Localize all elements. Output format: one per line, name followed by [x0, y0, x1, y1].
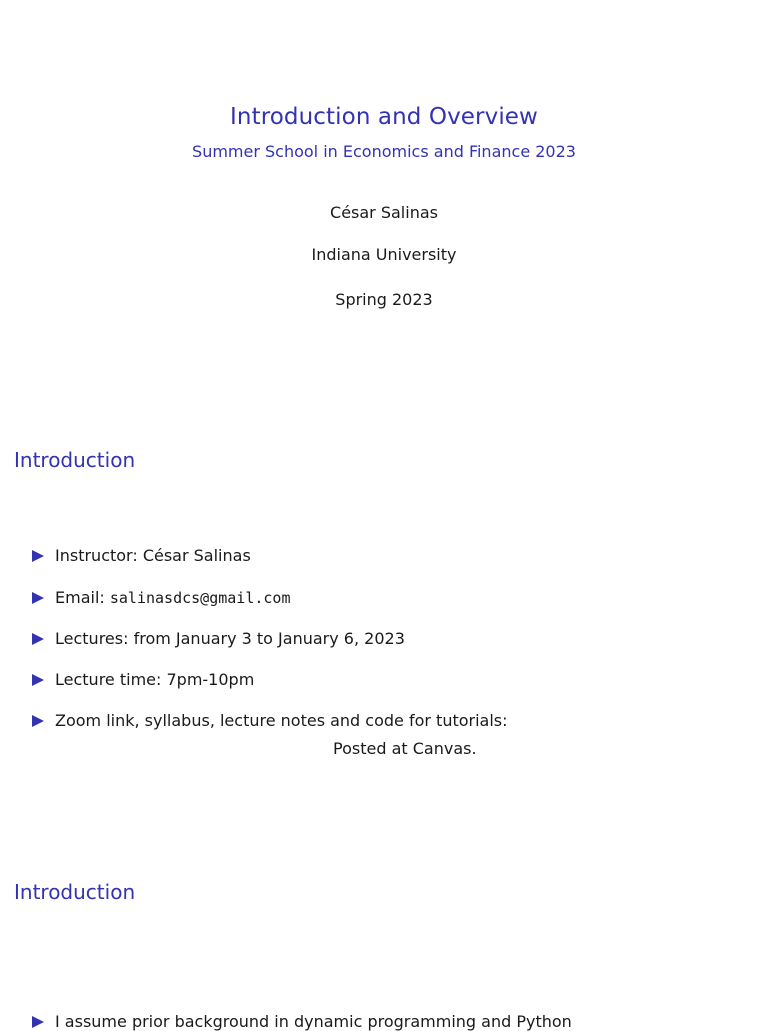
- list-item-text: Email: salinasdcs@gmail.com: [55, 588, 291, 607]
- frame-title-introduction-2: Introduction: [14, 880, 136, 904]
- list-item-text: Lectures: from January 3 to January 6, 2023: [55, 629, 405, 648]
- author: César Salinas: [330, 203, 438, 222]
- institute: Indiana University: [311, 245, 457, 264]
- list-item-text: Lecture time: 7pm-10pm: [55, 670, 255, 689]
- triangle-bullet-icon: [32, 715, 44, 727]
- presentation-title: Introduction and Overview: [230, 104, 538, 130]
- triangle-bullet-icon: [32, 592, 44, 604]
- posted-at-canvas-text: Posted at Canvas.: [333, 739, 477, 758]
- triangle-bullet-icon: [32, 674, 44, 686]
- triangle-bullet-icon: [32, 550, 44, 562]
- list-item-text: Zoom link, syllabus, lecture notes and code for tutorials:: [55, 711, 508, 730]
- date: Spring 2023: [335, 290, 433, 309]
- presentation-subtitle: Summer School in Economics and Finance 2023: [192, 142, 576, 161]
- email-address: salinasdcs@gmail.com: [109, 589, 291, 607]
- triangle-bullet-icon: [32, 633, 44, 645]
- list-item-text: Instructor: César Salinas: [55, 546, 251, 565]
- frame-title-introduction: Introduction: [14, 448, 136, 472]
- list-item-text: I assume prior background in dynamic programming and Python: [55, 1012, 572, 1031]
- triangle-bullet-icon: [32, 1016, 44, 1028]
